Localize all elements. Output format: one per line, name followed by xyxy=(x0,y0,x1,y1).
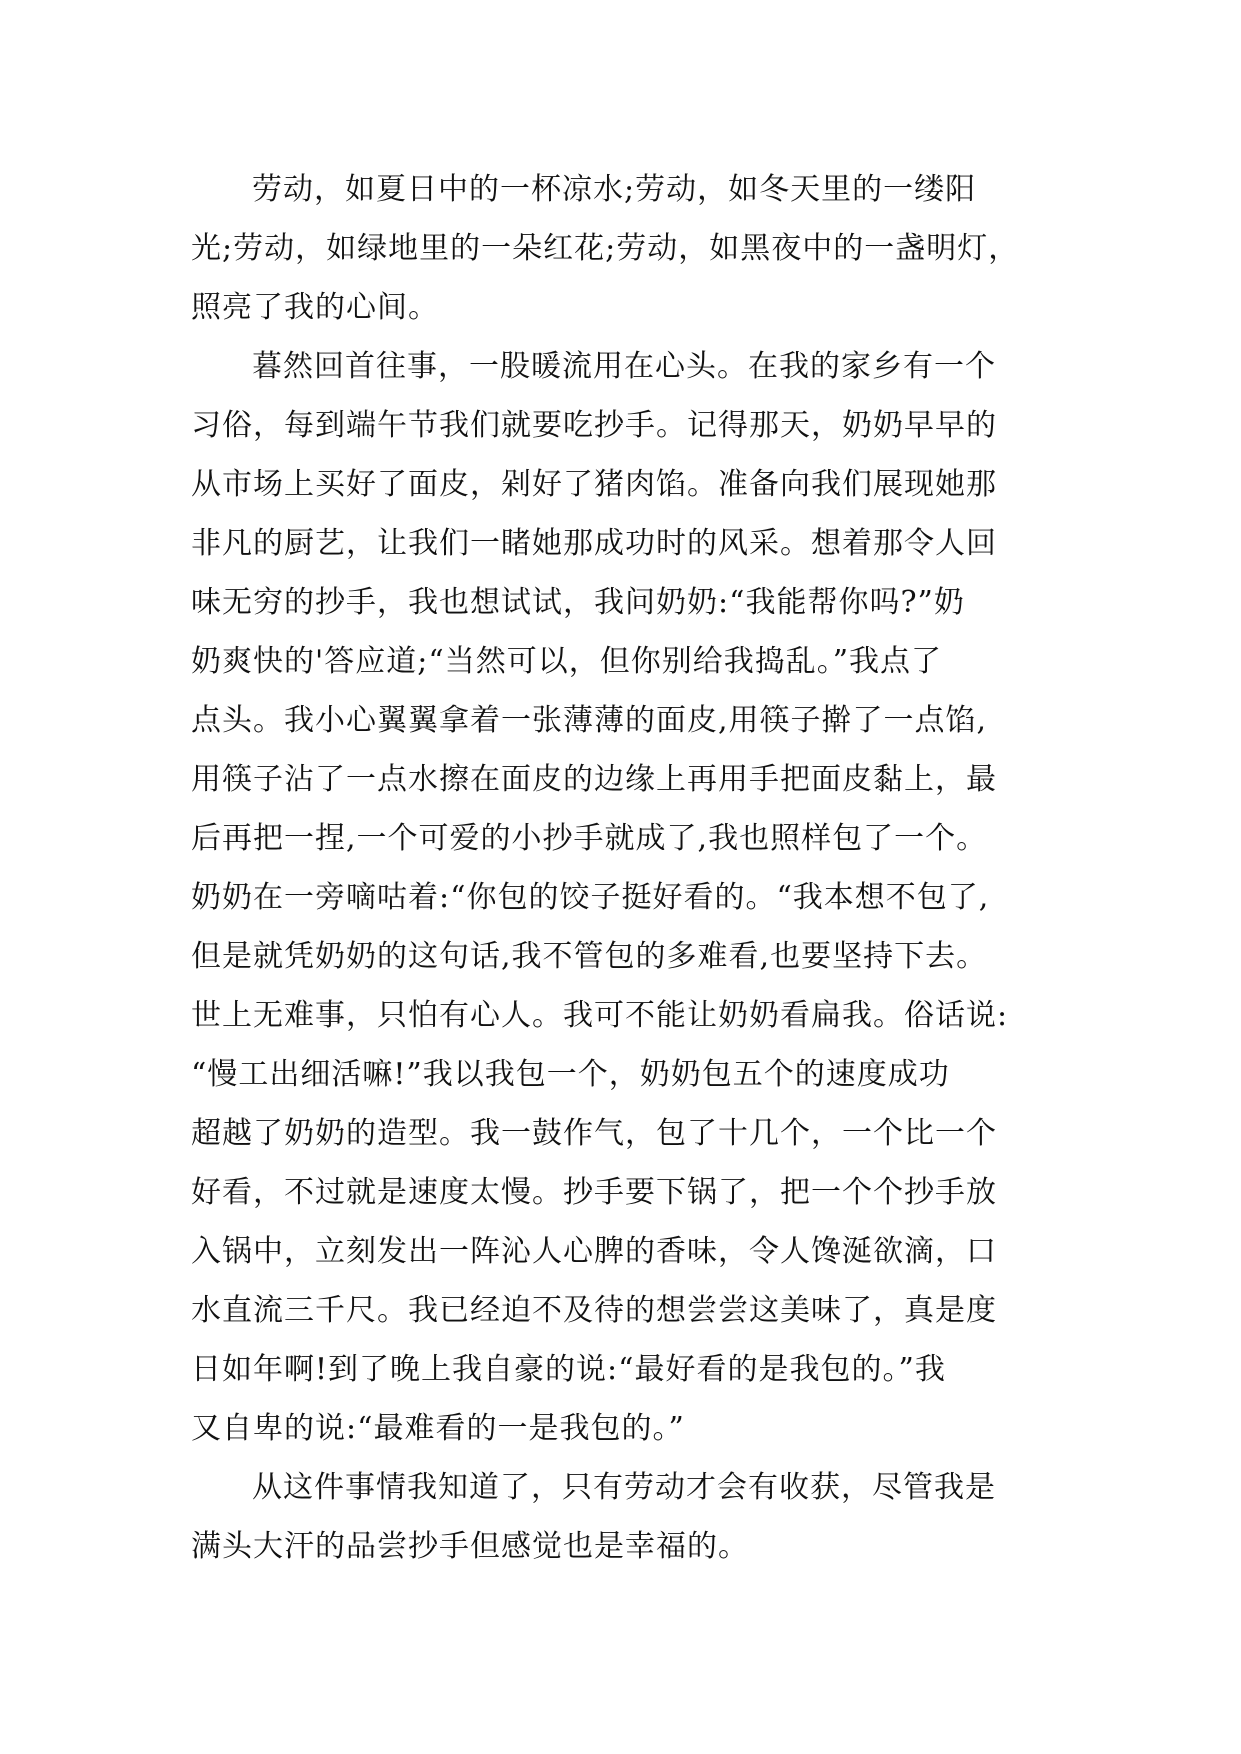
paragraph-3 xyxy=(191,1458,1051,1576)
text-line: 但是就凭奶奶的这句话,我不管包的多难看,也要坚持下去。 xyxy=(191,939,988,974)
text-line: 世上无难事，只怕有心人。我可不能让奶奶看扁我。俗话说: xyxy=(191,998,1009,1033)
text-line: 水直流三千尺。我已经迫不及待的想尝尝这美味了，真是度 xyxy=(191,1293,997,1328)
text-line: 满头大汗的品尝抄手但感觉也是幸福的。 xyxy=(191,1529,749,1564)
text-line: 日如年啊!到了晚上我自豪的说:“最好看的是我包的。”我 xyxy=(191,1352,946,1387)
text-line: 又自卑的说:“最难看的一是我包的。” xyxy=(191,1411,685,1446)
text-line: “慢工出细活嘛!”我以我包一个，奶奶包五个的速度成功 xyxy=(191,1057,950,1092)
paragraph-2 xyxy=(191,337,1051,1458)
text-line: 非凡的厨艺，让我们一睹她那成功时的风采。想着那令人回 xyxy=(191,526,997,561)
paragraph-1 xyxy=(191,160,1051,337)
text-line: 入锅中，立刻发出一阵沁人心脾的香味，令人馋涎欲滴，口 xyxy=(191,1234,997,1269)
text-line: 光;劳动，如绿地里的一朵红花;劳动，如黑夜中的一盏明灯， xyxy=(191,231,1020,266)
text-line: 从这件事情我知道了，只有劳动才会有收获，尽管我是 xyxy=(252,1470,996,1505)
text-line: 照亮了我的心间。 xyxy=(191,290,439,325)
text-line: 劳动，如夏日中的一杯凉水;劳动，如冬天里的一缕阳 xyxy=(252,172,977,207)
text-line: 超越了奶奶的造型。我一鼓作气，包了十几个，一个比一个 xyxy=(191,1116,997,1151)
text-line: 用筷子沾了一点水擦在面皮的边缘上再用手把面皮黏上，最 xyxy=(191,762,997,797)
text-line: 从市场上买好了面皮，剁好了猪肉馅。准备向我们展现她那 xyxy=(191,467,997,502)
text-line: 点头。我小心翼翼拿着一张薄薄的面皮,用筷子擀了一点馅, xyxy=(191,703,988,738)
text-line: 奶奶在一旁嘀咕着:“你包的饺子挺好看的。“我本想不包了, xyxy=(191,880,990,915)
text-line: 习俗，每到端午节我们就要吃抄手。记得那天，奶奶早早的 xyxy=(191,408,997,443)
text-line: 好看，不过就是速度太慢。抄手要下锅了，把一个个抄手放 xyxy=(191,1175,997,1210)
text-line: 暮然回首往事，一股暖流用在心头。在我的家乡有一个 xyxy=(252,349,996,384)
text-line: 后再把一捏,一个可爱的小抄手就成了,我也照样包了一个。 xyxy=(191,821,988,856)
text-line: 味无穷的抄手，我也想试试，我问奶奶:“我能帮你吗?”奶 xyxy=(191,585,965,620)
text-line: 奶爽快的'答应道;“当然可以，但你别给我捣乱。”我点了 xyxy=(191,644,943,679)
document-body xyxy=(191,160,1051,1576)
